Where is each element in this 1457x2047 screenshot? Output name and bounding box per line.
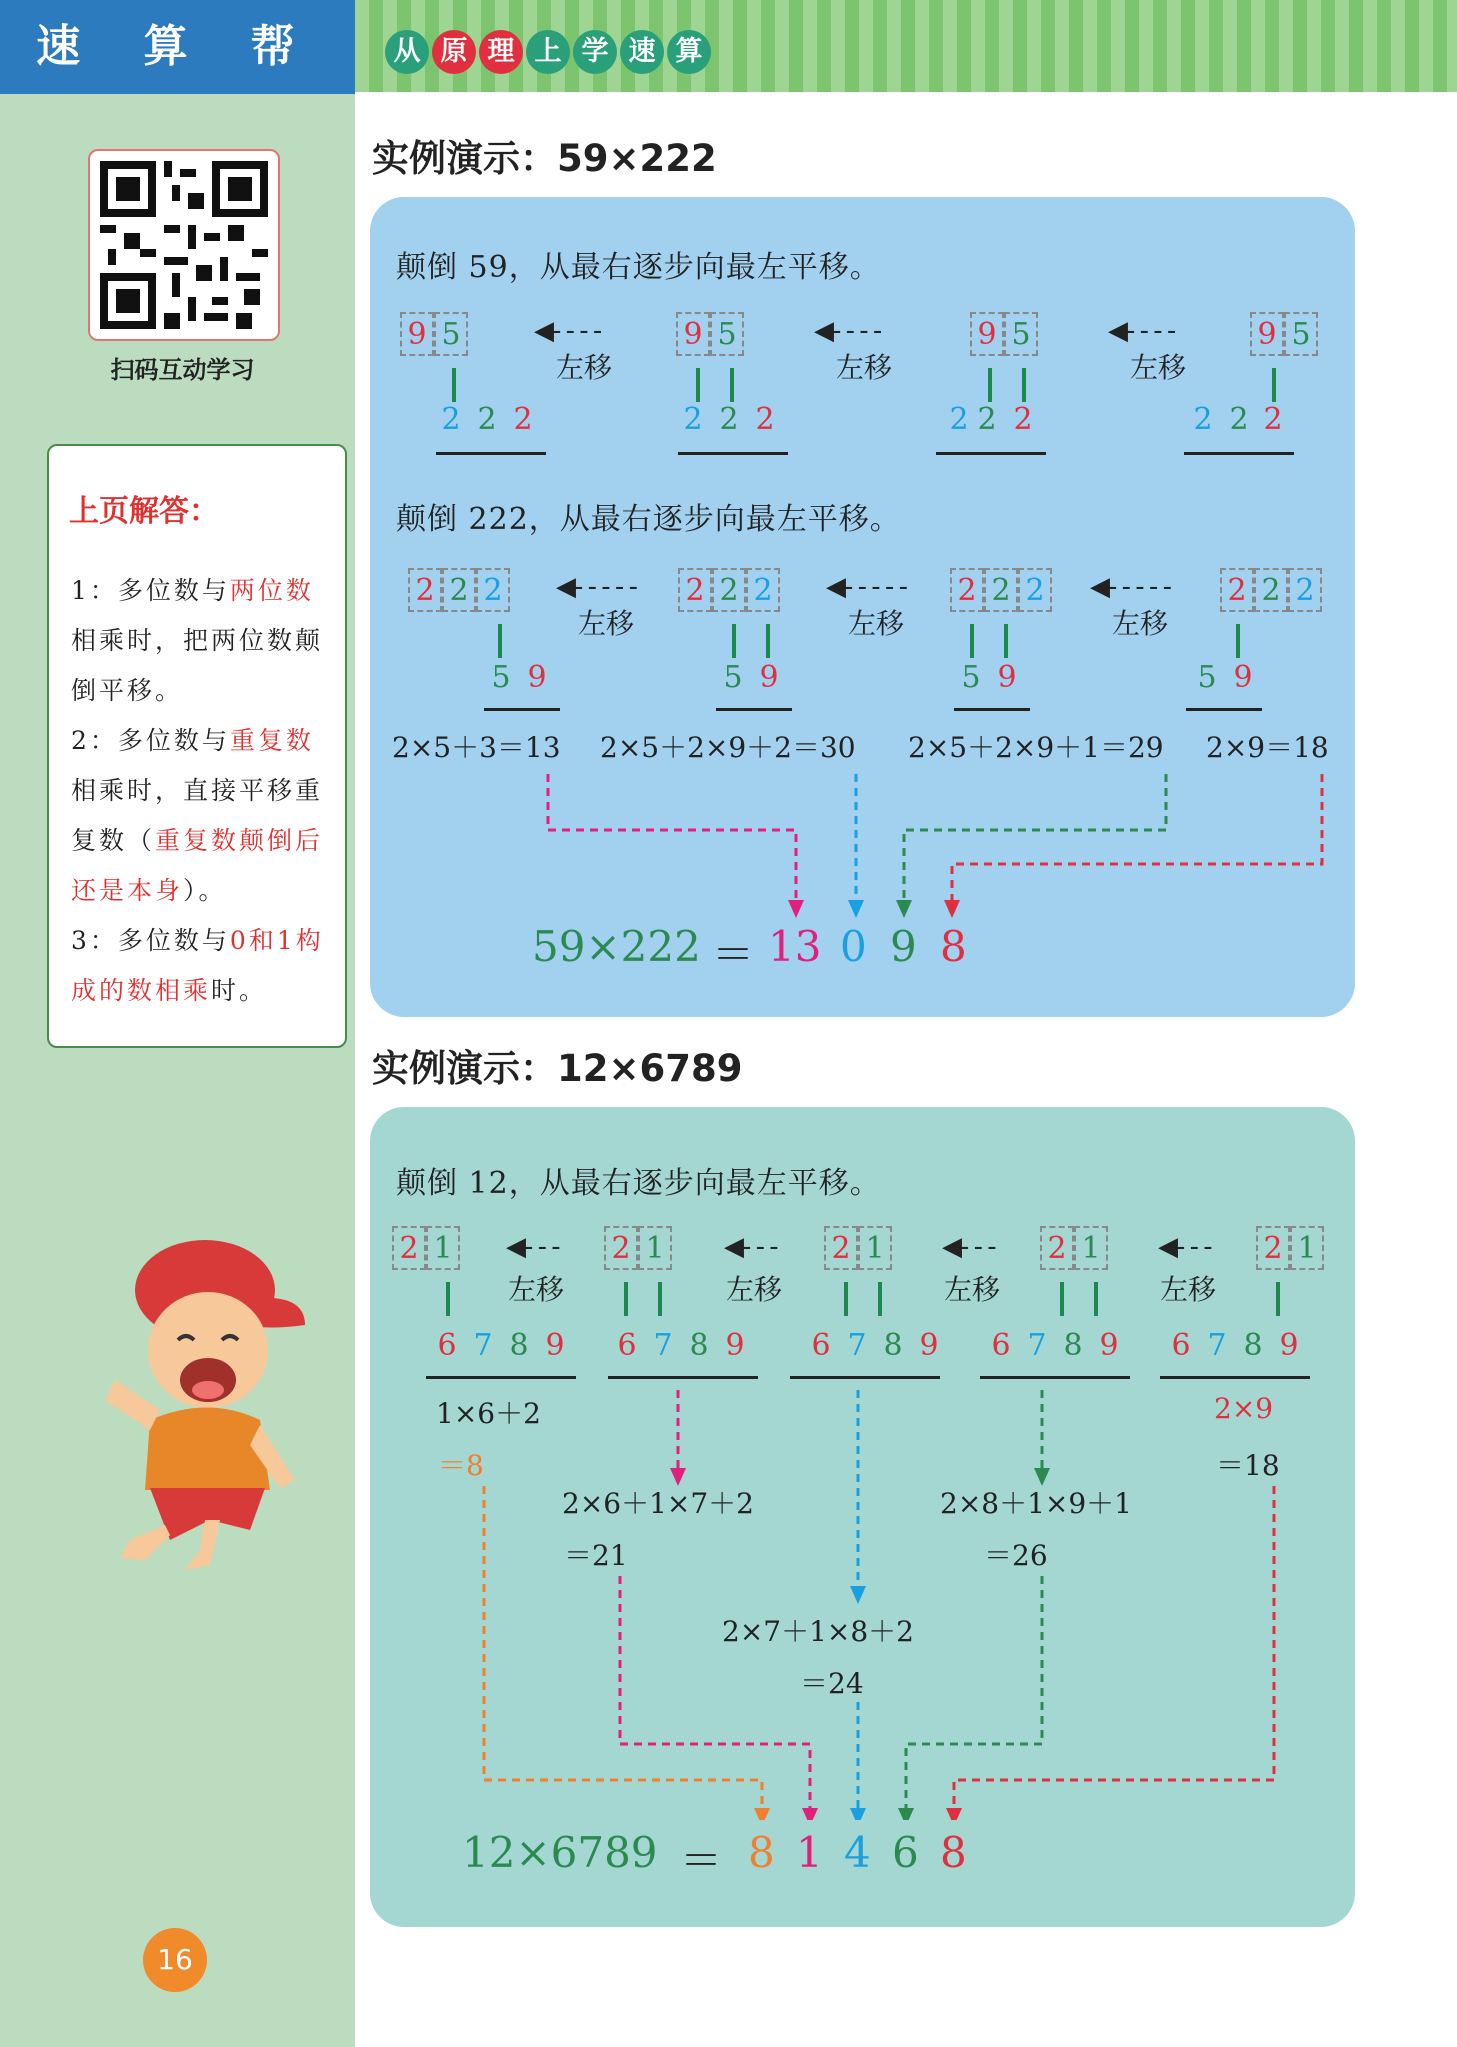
- underline: [954, 708, 1030, 711]
- step-equation: 2×9＝18: [1206, 731, 1329, 764]
- bottom-digit: 2: [1229, 402, 1249, 437]
- bottom-digit: 7: [1207, 1328, 1227, 1363]
- top-digit: 9: [970, 312, 1004, 356]
- result-digit: 0: [840, 922, 867, 971]
- left-arrow-icon: ◀- - -: [506, 1232, 559, 1262]
- bottom-digit: 9: [997, 660, 1017, 695]
- bottom-digit: 7: [1027, 1328, 1047, 1363]
- connector: [1004, 624, 1008, 658]
- top-digit: 2: [408, 568, 442, 612]
- calc-5-result: ＝18: [1216, 1449, 1280, 1482]
- calc-3-result: ＝24: [800, 1667, 864, 1700]
- bottom-digit: 2: [755, 402, 775, 437]
- top-digit: 2: [824, 1226, 858, 1270]
- top-digit: 2: [604, 1226, 638, 1270]
- bottom-digit: 5: [723, 660, 743, 695]
- result-digit: 4: [844, 1828, 871, 1877]
- bottom-digit: 5: [1197, 660, 1217, 695]
- example-2-result-expression: 12×6789: [462, 1828, 658, 1877]
- connector: [1276, 1282, 1280, 1316]
- bottom-digit: 5: [961, 660, 981, 695]
- connector: [732, 624, 736, 658]
- answer-1-suffix: 相乘时，把两位数颠倒平移。: [71, 626, 324, 705]
- bottom-digit: 2: [949, 402, 969, 437]
- underline: [426, 1376, 576, 1379]
- qr-code[interactable]: [88, 149, 280, 341]
- top-digit: 5: [1004, 312, 1038, 356]
- bottom-digit: 9: [759, 660, 779, 695]
- shift-label: 左移: [556, 351, 613, 384]
- bottom-digit: 2: [1193, 402, 1213, 437]
- qr-code-image: [100, 161, 268, 329]
- connector: [1060, 1282, 1064, 1316]
- bottom-digit: 9: [1099, 1328, 1119, 1363]
- underline: [678, 452, 788, 455]
- example-1-instruction-a: 颠倒 59，从最右逐步向最左平移。: [396, 250, 881, 285]
- bottom-digit: 9: [725, 1328, 745, 1363]
- page-number: 16: [143, 1928, 207, 1992]
- connector: [1236, 624, 1240, 658]
- bottom-digit: 2: [477, 402, 497, 437]
- shift-label: 左移: [508, 1273, 565, 1306]
- underline: [608, 1376, 758, 1379]
- connector: [452, 368, 456, 402]
- shift-label: 左移: [1112, 607, 1169, 640]
- top-digit: 5: [1284, 312, 1318, 356]
- left-arrow-icon: ◀- - - -: [1108, 316, 1175, 346]
- example-2-instruction: 颠倒 12，从最右逐步向最左平移。: [396, 1166, 881, 1201]
- banner-tab: 速: [620, 30, 664, 74]
- example-1-instruction-b: 颠倒 222，从最右逐步向最左平移。: [396, 502, 901, 537]
- connector: [1022, 368, 1026, 402]
- connector: [730, 368, 734, 402]
- bottom-digit: 6: [437, 1328, 457, 1363]
- top-digit: 1: [426, 1226, 460, 1270]
- top-digit: 2: [476, 568, 510, 612]
- banner-tab: 上: [526, 30, 570, 74]
- top-digit: 9: [676, 312, 710, 356]
- result-digit: 9: [890, 922, 917, 971]
- top-digit: 2: [984, 568, 1018, 612]
- answer-1-prefix: 1：多位数与: [71, 576, 230, 605]
- connector: [658, 1282, 662, 1316]
- underline: [1184, 452, 1294, 455]
- connector: [624, 1282, 628, 1316]
- top-digit: 2: [950, 568, 984, 612]
- answer-box: [47, 444, 347, 1048]
- shift-label: 左移: [836, 351, 893, 384]
- top-digit: 2: [1040, 1226, 1074, 1270]
- answer-2-suffix-2: ）。: [183, 876, 227, 905]
- top-digit: 1: [858, 1226, 892, 1270]
- bottom-digit: 2: [1263, 402, 1283, 437]
- left-arrow-icon: ◀- - - -: [534, 316, 601, 346]
- bottom-digit: 2: [441, 402, 461, 437]
- answer-2-highlight-2: 重复数颠倒后还是本身: [71, 826, 324, 905]
- top-digit: 9: [1250, 312, 1284, 356]
- bottom-digit: 9: [919, 1328, 939, 1363]
- connector: [696, 368, 700, 402]
- result-digit: 8: [940, 1828, 967, 1877]
- answer-2-highlight: 重复数: [229, 726, 314, 755]
- bottom-digit: 8: [1063, 1328, 1083, 1363]
- bottom-digit: 6: [811, 1328, 831, 1363]
- bottom-digit: 8: [689, 1328, 709, 1363]
- calc-1-expression: 1×6＋2: [436, 1397, 541, 1430]
- banner-tab: 原: [432, 30, 476, 74]
- banner-tab: 算: [667, 30, 711, 74]
- connector: [844, 1282, 848, 1316]
- bottom-digit: 2: [719, 402, 739, 437]
- bottom-digit: 6: [1171, 1328, 1191, 1363]
- answer-3-suffix: 时。: [211, 976, 268, 1005]
- answer-title: 上页解答：: [69, 494, 219, 529]
- top-digit: 1: [1290, 1226, 1324, 1270]
- bottom-digit: 7: [653, 1328, 673, 1363]
- result-digit: 8: [748, 1828, 775, 1877]
- calc-2-expression: 2×6＋1×7＋2: [562, 1487, 754, 1520]
- answer-1: [71, 566, 333, 716]
- connector: [1272, 368, 1276, 402]
- top-digit: 2: [1256, 1226, 1290, 1270]
- bottom-digit: 6: [991, 1328, 1011, 1363]
- connector: [878, 1282, 882, 1316]
- answer-2-suffix: 相乘时，直接平移重复数（: [71, 776, 324, 855]
- underline: [936, 452, 1046, 455]
- result-digit: 6: [892, 1828, 919, 1877]
- top-digit: 2: [442, 568, 476, 612]
- left-arrow-icon: ◀- - -: [1158, 1232, 1211, 1262]
- top-digit: 2: [1254, 568, 1288, 612]
- calc-4-expression: 2×8＋1×9＋1: [940, 1487, 1132, 1520]
- underline: [790, 1376, 940, 1379]
- result-digit: 1: [796, 1828, 823, 1877]
- connector: [498, 624, 502, 658]
- step-equation: 2×5＋3＝13: [392, 731, 561, 764]
- underline: [1160, 1376, 1310, 1379]
- underline: [436, 452, 546, 455]
- bottom-digit: 9: [527, 660, 547, 695]
- bottom-digit: 7: [847, 1328, 867, 1363]
- bottom-digit: 7: [473, 1328, 493, 1363]
- top-digit: 2: [1220, 568, 1254, 612]
- bottom-digit: 2: [1013, 402, 1033, 437]
- top-digit: 2: [1018, 568, 1052, 612]
- top-digit: 5: [434, 312, 468, 356]
- bottom-digit: 2: [977, 402, 997, 437]
- answer-1-highlight: 两位数: [229, 576, 314, 605]
- calc-2-result: ＝21: [564, 1539, 628, 1572]
- top-digit: 2: [712, 568, 746, 612]
- answer-2: [71, 716, 333, 916]
- answer-2-prefix: 2：多位数与: [71, 726, 230, 755]
- left-arrow-icon: ◀- - - - -: [1090, 572, 1170, 602]
- connector: [988, 368, 992, 402]
- connector: [766, 624, 770, 658]
- calc-4-result: ＝26: [984, 1539, 1048, 1572]
- bottom-digit: 8: [1243, 1328, 1263, 1363]
- underline: [716, 708, 792, 711]
- answer-3: [71, 916, 333, 1016]
- step-equation: 2×5＋2×9＋1＝29: [908, 731, 1164, 764]
- shift-label: 左移: [848, 607, 905, 640]
- top-digit: 1: [1074, 1226, 1108, 1270]
- bottom-digit: 6: [617, 1328, 637, 1363]
- shift-label: 左移: [944, 1273, 1001, 1306]
- bottom-digit: 2: [683, 402, 703, 437]
- brand-title: 速 算 帮: [0, 0, 355, 94]
- bottom-digit: 9: [1279, 1328, 1299, 1363]
- bottom-digit: 8: [883, 1328, 903, 1363]
- underline: [1186, 708, 1262, 711]
- underline: [980, 1376, 1130, 1379]
- connector: [446, 1282, 450, 1316]
- top-digit: 2: [1288, 568, 1322, 612]
- top-digit: 2: [746, 568, 780, 612]
- bottom-digit: 5: [491, 660, 511, 695]
- result-digit: 8: [940, 922, 967, 971]
- bottom-digit: 9: [545, 1328, 565, 1363]
- shift-label: 左移: [1160, 1273, 1217, 1306]
- banner-tab: 理: [479, 30, 523, 74]
- underline: [484, 708, 560, 711]
- connector: [1094, 1282, 1098, 1316]
- left-arrow-icon: ◀- - - - -: [826, 572, 906, 602]
- cartoon-boy-illustration: [90, 1230, 320, 1580]
- answer-3-prefix: 3：多位数与: [71, 926, 230, 955]
- calc-5-expression: 2×9: [1214, 1392, 1274, 1425]
- calc-1-result: ＝8: [438, 1449, 484, 1482]
- shift-label: 左移: [726, 1273, 783, 1306]
- example-1-result-expression: 59×222: [532, 922, 701, 971]
- bottom-digit: 2: [513, 402, 533, 437]
- top-digit: 2: [392, 1226, 426, 1270]
- left-arrow-icon: ◀- - -: [724, 1232, 777, 1262]
- step-equation: 2×5＋2×9＋2＝30: [600, 731, 856, 764]
- example-2-title: 实例演示：12×6789: [372, 1047, 743, 1090]
- left-arrow-icon: ◀- - - - -: [556, 572, 636, 602]
- left-arrow-icon: ◀- - - -: [814, 316, 881, 346]
- example-1-carry-arrows: [370, 760, 1355, 940]
- calc-3-expression: 2×7＋1×8＋2: [722, 1615, 914, 1648]
- banner-tabs: [385, 30, 711, 74]
- result-digit: 13: [768, 922, 822, 971]
- example-1-title: 实例演示：59×222: [372, 137, 717, 180]
- example-2-result-equals: ＝: [680, 1836, 723, 1885]
- banner-tab: 从: [385, 30, 429, 74]
- left-arrow-icon: ◀- - -: [942, 1232, 995, 1262]
- bottom-digit: 9: [1233, 660, 1253, 695]
- top-digit: 2: [678, 568, 712, 612]
- top-digit: 9: [400, 312, 434, 356]
- example-1-result-equals: ＝: [712, 930, 755, 979]
- top-digit: 1: [638, 1226, 672, 1270]
- top-digit: 5: [710, 312, 744, 356]
- shift-label: 左移: [578, 607, 635, 640]
- qr-caption: 扫码互动学习: [110, 356, 255, 384]
- connector: [970, 624, 974, 658]
- shift-label: 左移: [1130, 351, 1187, 384]
- banner-tab: 学: [573, 30, 617, 74]
- bottom-digit: 8: [509, 1328, 529, 1363]
- answer-3-highlight: 0和1构成的数相乘: [71, 926, 324, 1005]
- example-2-carry-arrows: [370, 1380, 1355, 1820]
